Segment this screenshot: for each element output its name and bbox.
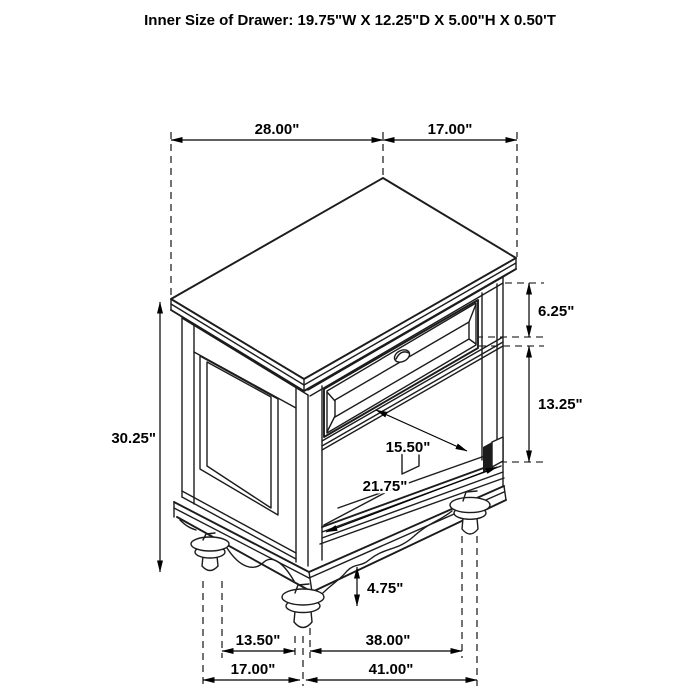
dimension-top-left bbox=[171, 121, 383, 140]
post-spacer-dark bbox=[483, 442, 492, 472]
dimension-bottom-row1-right bbox=[310, 632, 462, 651]
dimension-top-right bbox=[383, 121, 517, 140]
dimension-label-shelf-diagonal-width: 21.75" bbox=[362, 478, 408, 495]
front-leg bbox=[282, 584, 324, 628]
dimension-label-shelf-diagonal-depth: 15.50" bbox=[385, 439, 431, 456]
right-leg bbox=[450, 491, 490, 534]
dimension-label-shelf-opening-height: 13.25" bbox=[538, 396, 583, 413]
dimension-label-top-right: 17.00" bbox=[427, 121, 473, 138]
dimension-label-leg-clearance: 4.75" bbox=[367, 580, 404, 597]
dimension-leg-clearance bbox=[357, 567, 403, 606]
dimension-label-bottom-row1-left: 13.50" bbox=[235, 632, 281, 649]
dimension-overall-height bbox=[111, 302, 160, 572]
dimension-bottom-row2-left bbox=[203, 661, 300, 680]
dimension-shelf-opening-height bbox=[529, 346, 583, 462]
page-title: Inner Size of Drawer: 19.75"W X 12.25"D X 5.00"H X 0.50'T bbox=[144, 12, 556, 29]
dimension-label-bottom-row1-right: 38.00" bbox=[365, 632, 411, 649]
dimension-label-drawer-opening-height: 6.25" bbox=[538, 303, 575, 320]
dimension-label-top-left: 28.00" bbox=[254, 121, 300, 138]
dimension-label-overall-height: 30.25" bbox=[111, 430, 156, 447]
nightstand-drawing bbox=[171, 178, 516, 628]
dimension-label-bottom-row2-left: 17.00" bbox=[230, 661, 276, 678]
dimension-label-bottom-row2-right: 41.00" bbox=[368, 661, 414, 678]
dimension-drawer-opening-height bbox=[529, 283, 574, 337]
post-spacer-block bbox=[492, 437, 503, 467]
dimension-shelf-diagonal-depth bbox=[376, 410, 467, 456]
left-leg bbox=[191, 533, 229, 571]
dimension-bottom-row1-left bbox=[222, 632, 295, 651]
dimension-bottom-row2-right bbox=[306, 661, 477, 680]
